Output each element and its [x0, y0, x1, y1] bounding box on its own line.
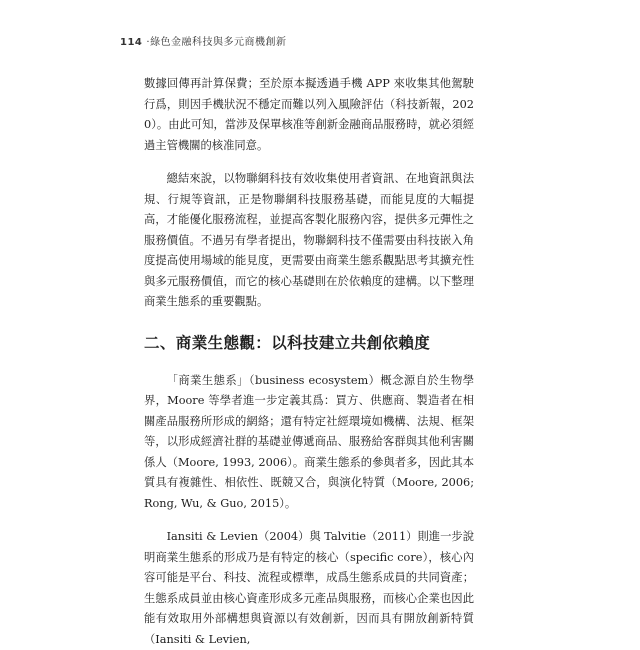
- section-heading: 二、商業生態觀：以科技建立共創依賴度: [144, 333, 431, 352]
- page-body: [144, 74, 474, 650]
- paragraph-2: 總結來說，以物聯網科技有效收集使用者資訊、在地資訊與法規、行規等資訊，正是物聯網科技服務基礎，而能見度的大幅提高，才能優化服務流程，並提高客製化服務內容，提供多元彈性之服務價值。不過另有學者提出，物聯網科技不僅需要由科技嵌入角度提高使用場域的能見度，更需要由商業生態系觀點思考其擴充性與多元服務價值，而它的核心基礎則在於依賴度的建構。以下整理商業生態系的重要觀點。: [144, 172, 474, 308]
- page-number: 114: [120, 37, 143, 48]
- paragraph-1: 數據回傳再計算保費；至於原本擬透過手機 APP 來收集其他駕駛行爲，則因手機狀況不穩定而難以列入風險評估（科技新報，2020）。由此可知，當涉及保單核准等創新金融商品服務時，就必須經過主管機關的核准同意。: [144, 77, 474, 152]
- book-title: 綠色金融科技與多元商機創新: [150, 37, 287, 48]
- header-separator: ·: [146, 37, 151, 48]
- paragraph-3: 「商業生態系」（business ecosystem）概念源自於生物學界，Moore 等學者進一步定義其爲：買方、供應商、製造者在相關產品服務所形成的網絡；還有特定社經環境如機構、法規、框架等，以形成經濟社群的基礎並傳遞商品、服務給客群與其他利害關係人（Moore, 1993, 2006）。商業生態系的參與者多，因此其本質具有複雜性、相依性、既競又合，與演化特質（Moore, 2006; Rong, Wu, & Guo, 2015）。: [144, 373, 474, 510]
- paragraph-4: Iansiti & Levien（2004）與 Talvitie（2011）則進一步說明商業生態系的形成乃是有特定的核心（specific core），核心內容可能是平台、科技、流程或標準，成爲生態系成員的共同資產；生態系成員並由核心資產形成多元產品與服務，而核心企業也因此能有效取用外部構想與資源以有效創新，因而具有開放創新特質（Iansiti & Levien,: [144, 530, 474, 646]
- running-header: [120, 33, 287, 48]
